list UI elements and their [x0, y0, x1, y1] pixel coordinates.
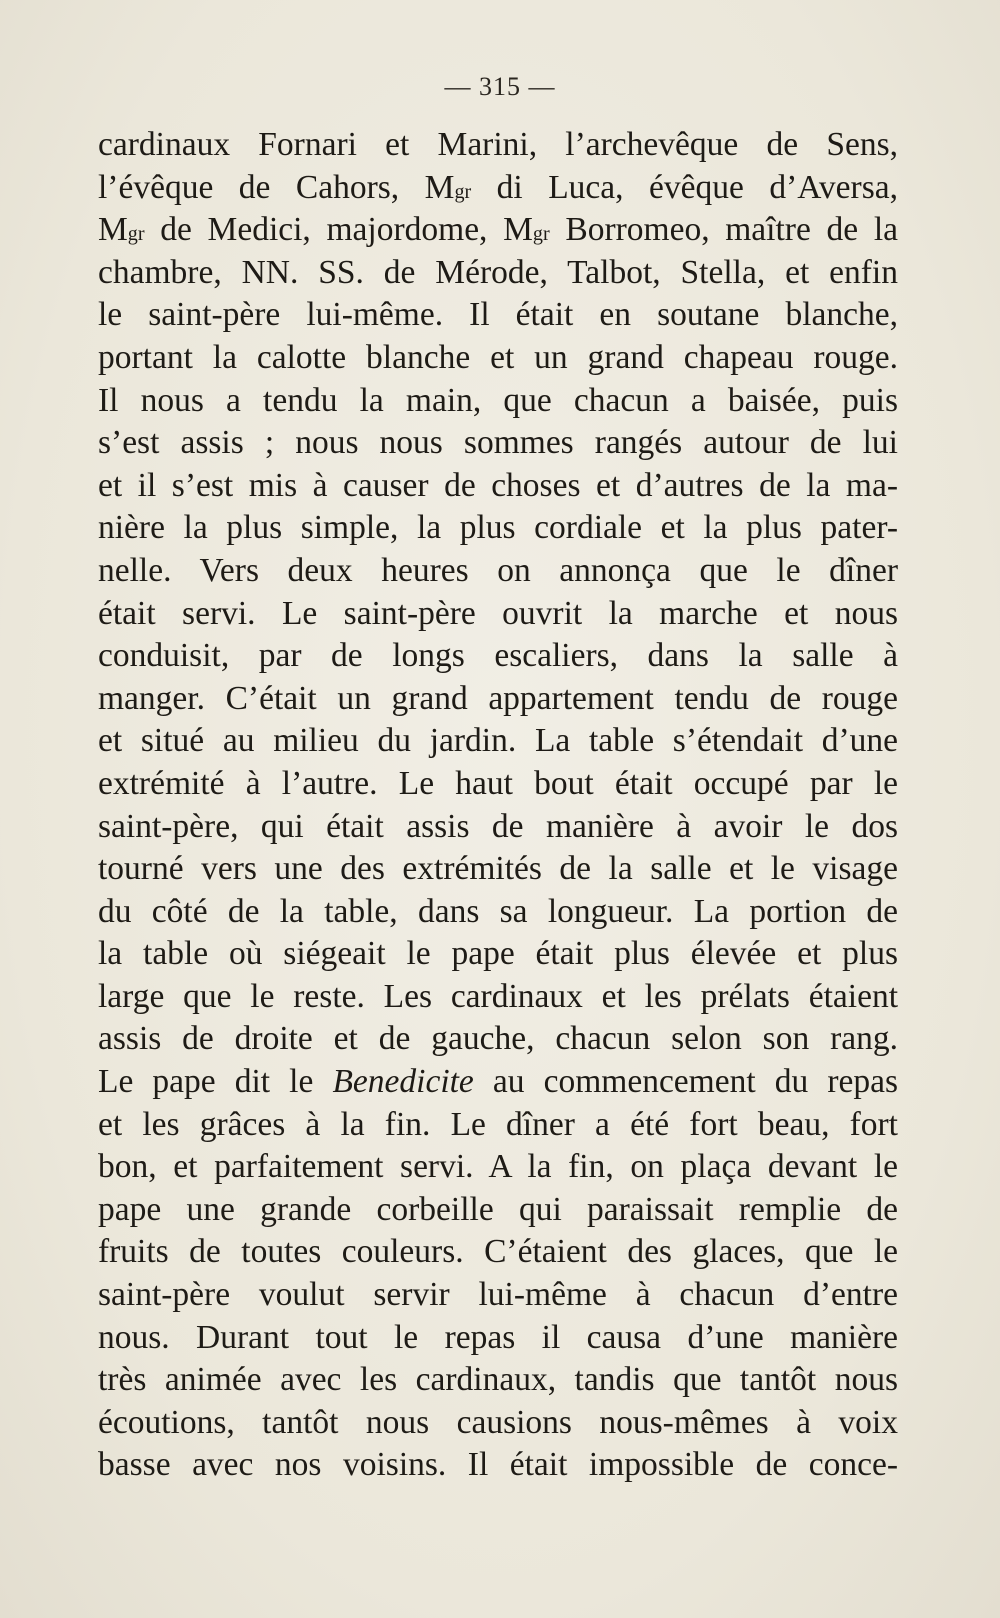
italic-text: Benedicite	[332, 1063, 474, 1101]
text-line	[98, 1061, 898, 1104]
text-line: assis de droite et de gauche, chacun selon son rang.	[98, 1020, 898, 1058]
body-text	[98, 124, 898, 1487]
text-segment: au commencement du repas	[473, 1063, 898, 1101]
text-line: pape une grande corbeille qui paraissait remplie de	[98, 1190, 898, 1228]
text-line: écoutions, tantôt nous causions nous-mêmes à voix	[98, 1403, 898, 1441]
text-line: s’est assis ; nous nous sommes rangés autour de lui	[98, 424, 898, 462]
text-line: le saint-père lui-même. Il était en soutane blanche,	[98, 296, 898, 334]
text-line: nière la plus simple, la plus cordiale et la plus pater-	[98, 509, 898, 547]
text-line: saint-père, qui était assis de manière à avoir le dos	[98, 807, 898, 845]
superscript-text: gr	[532, 223, 550, 246]
text-line: large que le reste. Les cardinaux et les prélats étaient	[98, 977, 898, 1015]
superscript-text: gr	[127, 223, 145, 246]
text-line: du côté de la table, dans sa longueur. La portion de	[98, 892, 898, 930]
text-line: tourné vers une des extrémités de la salle et le visage	[98, 850, 898, 888]
text-line: très animée avec les cardinaux, tandis que tantôt nous	[98, 1361, 898, 1399]
text-line: nous. Durant tout le repas il causa d’une manière	[98, 1318, 898, 1356]
text-line: nelle. Vers deux heures on annonça que le dîner	[98, 551, 898, 589]
text-line: et situé au milieu du jardin. La table s’étendait d’une	[98, 722, 898, 760]
text-segment: M	[98, 211, 128, 249]
text-segment: Le pape dit le	[98, 1063, 333, 1101]
text-line: fruits de toutes couleurs. C’étaient des glaces, que le	[98, 1233, 898, 1271]
text-line	[98, 209, 898, 252]
text-line: basse avec nos voisins. Il était impossible de conce-	[98, 1446, 898, 1484]
text-line: saint-père voulut servir lui-même à chacun d’entre	[98, 1276, 898, 1314]
text-line: cardinaux Fornari et Marini, l’archevêque de Sens,	[98, 126, 898, 163]
text-line: bon, et parfaitement servi. A la fin, on plaça devant le	[98, 1148, 898, 1186]
text-line: portant la calotte blanche et un grand chapeau rouge.	[98, 338, 898, 376]
text-line: était servi. Le saint-père ouvrit la marche et nous	[98, 594, 898, 632]
page-number: — 315 —	[444, 72, 556, 101]
text-segment: l’évêque de Cahors, M	[98, 168, 455, 206]
text-line: conduisit, par de longs escaliers, dans la salle à	[98, 637, 898, 675]
text-line: la table où siégeait le pape était plus élevée et plus	[98, 935, 898, 973]
text-line: manger. C’était un grand appartement tendu de rouge	[98, 679, 898, 717]
text-line: et il s’est mis à causer de choses et d’autres de la ma-	[98, 466, 898, 504]
text-line: chambre, NN. SS. de Mérode, Talbot, Stella, et enfin	[98, 253, 898, 291]
superscript-text: gr	[454, 180, 472, 203]
text-line	[98, 167, 898, 210]
text-segment: di Luca, évêque d’Aversa,	[471, 168, 898, 206]
text-line: extrémité à l’autre. Le haut bout était occupé par le	[98, 764, 898, 802]
text-line: Il nous a tendu la main, que chacun a baisée, puis	[98, 381, 898, 419]
text-segment: Borromeo, maître de la	[549, 211, 898, 249]
text-segment: de Medici, majordome, M	[144, 211, 533, 249]
text-line: et les grâces à la fin. Le dîner a été fort beau, fort	[98, 1105, 898, 1143]
